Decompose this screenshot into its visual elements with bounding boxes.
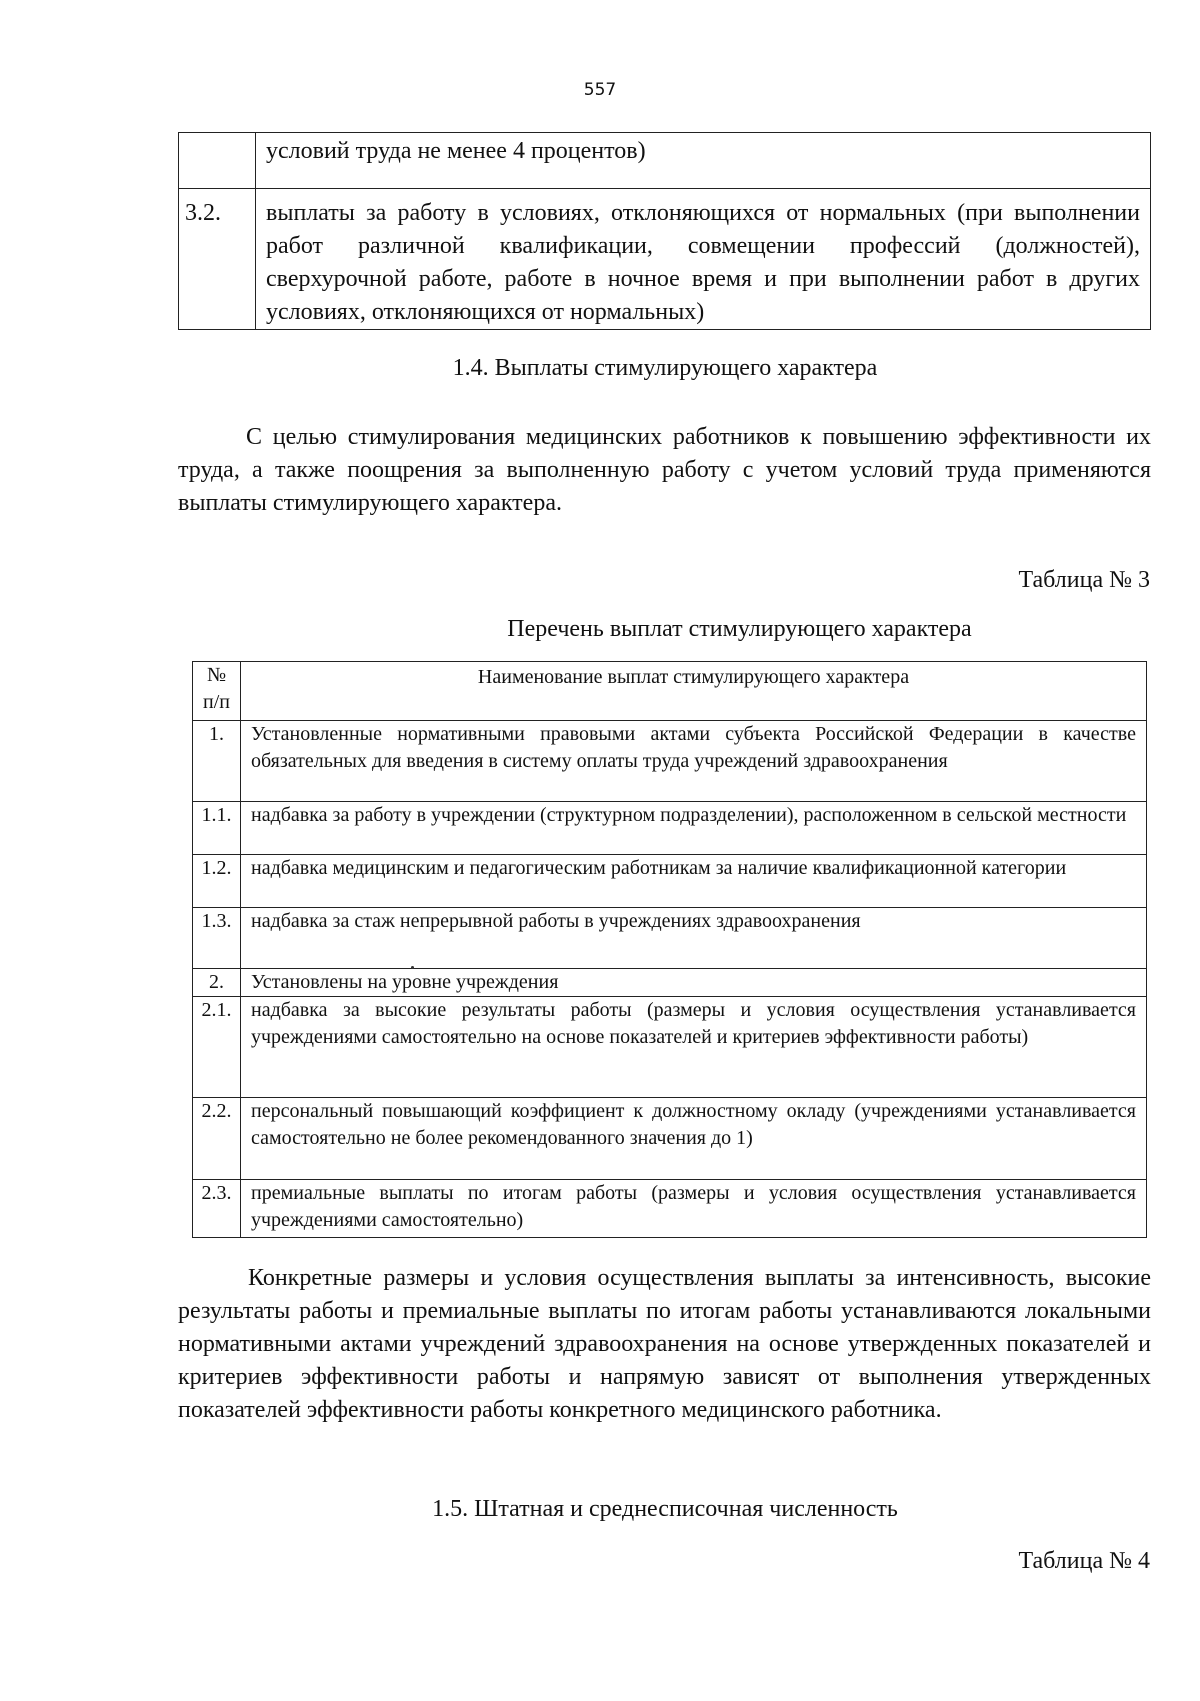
table-caption: Таблица № 4: [1018, 1548, 1150, 1574]
table-row: [193, 1180, 1147, 1238]
table-header-row: [193, 662, 1147, 721]
body-paragraph: Конкретные размеры и условия осуществления выплаты за интенсивность, высокие результаты работы и премиальные выплаты по итогам работы устанавливаются локальными нормативными актами учреждений здравоохранения на основе утвержденных показателей и критериев эффективности работы и напрямую зависят от выполнения утвержденных показателей эффективности работы конкретного медицинского работника.: [178, 1265, 1151, 1423]
table-row: [193, 721, 1147, 802]
row-text: выплаты за работу в условиях, отклоняющихся от нормальных (при выполнении работ различной квалификации, совмещении профессий (должностей), сверхурочной работе, работе в ночное время и при выполнении работ в других условиях, отклоняющихся от нормальных): [256, 189, 1151, 330]
row-text: надбавка медицинским и педагогическим работникам за наличие квалификационной категории: [241, 855, 1147, 908]
row-text: персональный повышающий коэффициент к должностному окладу (учреждениями устанавливается самостоятельно не более рекомендованного значения до 1): [241, 1098, 1147, 1180]
row-number: 1.2.: [193, 855, 241, 908]
row-number: 2.1.: [193, 997, 241, 1098]
table-row: [193, 997, 1147, 1098]
row-text: надбавка за стаж непрерывной работы в учреждениях здравоохранения: [241, 908, 1147, 969]
row-text: условий труда не менее 4 процентов): [256, 133, 1151, 189]
table-row: [193, 969, 1147, 997]
incentive-payments-table: [192, 661, 1147, 1238]
scan-artifact-dot: [411, 966, 414, 969]
row-number: 2.2.: [193, 1098, 241, 1180]
row-number: 1.3.: [193, 908, 241, 969]
section-heading: 1.4. Выплаты стимулирующего характера: [452, 355, 878, 381]
row-text: надбавка за работу в учреждении (структурном подразделении), расположенном в сельской местности: [241, 802, 1147, 855]
table-row: [179, 133, 1151, 189]
row-text: Установлены на уровне учреждения: [241, 969, 1147, 997]
table-row: [193, 908, 1147, 969]
row-text: премиальные выплаты по итогам работы (размеры и условия осуществления устанавливается учреждениями самостоятельно): [241, 1180, 1147, 1238]
page-number: 557: [583, 80, 617, 100]
row-text: Установленные нормативными правовыми актами субъекта Российской Федерации в качестве обязательных для введения в систему оплаты труда учреждений здравоохранения: [241, 721, 1147, 802]
row-number: 3.2.: [179, 189, 256, 330]
continuation-table: [178, 132, 1151, 330]
row-text: надбавка за высокие результаты работы (размеры и условия осуществления устанавливается учреждениями самостоятельно на основе показателей и критериев эффективности работы): [241, 997, 1147, 1098]
table-row: [193, 802, 1147, 855]
table-row: [179, 189, 1151, 330]
row-number: 1.1.: [193, 802, 241, 855]
header-name: Наименование выплат стимулирующего характера: [241, 662, 1147, 721]
body-paragraph: С целью стимулирования медицинских работников к повышению эффективности их труда, а также поощрения за выполненную работу с учетом условий труда применяются выплаты стимулирующего характера.: [178, 424, 1151, 516]
table-caption: Таблица № 3: [1018, 567, 1150, 593]
section-heading: 1.5. Штатная и среднесписочная численность: [432, 1496, 898, 1522]
table-row: [193, 1098, 1147, 1180]
table-title: Перечень выплат стимулирующего характера: [507, 616, 972, 642]
row-number: 2.3.: [193, 1180, 241, 1238]
row-number: 1.: [193, 721, 241, 802]
row-number: [179, 133, 256, 189]
header-number: № п/п: [193, 662, 241, 721]
row-number: 2.: [193, 969, 241, 997]
table-row: [193, 855, 1147, 908]
